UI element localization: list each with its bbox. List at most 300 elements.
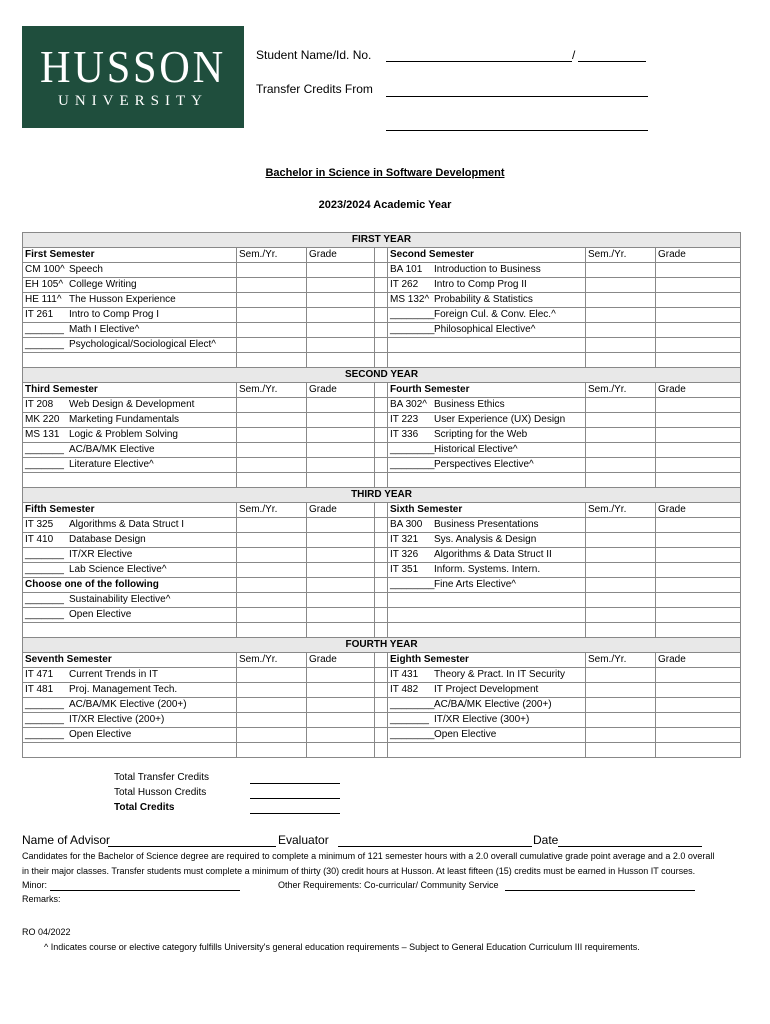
requirements-note-2: in their major classes. Transfer students must complete a minimum of thirty (30) credit hours at Husson. At least fifteen (15) credits must be earned in Husson IT courses. <box>22 866 696 876</box>
table-row <box>23 698 741 713</box>
total-husson-credits-field[interactable] <box>250 798 340 799</box>
semyr-input-cell[interactable] <box>237 518 307 533</box>
grade-input-cell[interactable] <box>307 443 375 458</box>
course-name: The Husson Experience <box>69 294 176 305</box>
table-row <box>23 263 741 278</box>
course-code: IT 223 <box>390 414 419 425</box>
course-name: Literature Elective^ <box>69 459 154 470</box>
course-code: IT 325 <box>25 519 54 530</box>
semyr-input-cell[interactable] <box>586 398 656 413</box>
semyr-header: Sem./Yr. <box>237 383 307 398</box>
semyr-input-cell[interactable] <box>237 308 307 323</box>
grade-header: Grade <box>307 653 375 668</box>
semester-header-row <box>23 503 741 518</box>
course-name: Marketing Fundamentals <box>69 414 180 425</box>
course-code: MS 132^ <box>390 294 430 305</box>
semyr-input-cell[interactable] <box>586 443 656 458</box>
table-row <box>23 458 741 473</box>
course-cell <box>388 698 586 713</box>
course-cell <box>23 278 237 293</box>
semyr-input-cell[interactable] <box>586 578 656 593</box>
semyr-input-cell[interactable] <box>237 278 307 293</box>
course-name: Probability & Statistics <box>434 294 533 305</box>
course-cell <box>23 413 237 428</box>
course-cell <box>388 428 586 443</box>
course-code: IT 482 <box>390 684 419 695</box>
table-row <box>23 443 741 458</box>
course-cell <box>388 293 586 308</box>
spacer-row <box>23 353 741 368</box>
course-name: IT/XR Elective <box>69 549 133 560</box>
course-code: _______ <box>25 444 64 455</box>
grade-input-cell[interactable] <box>656 323 741 338</box>
year-header-row <box>23 368 741 383</box>
course-code: _______ <box>25 699 64 710</box>
year-label: FOURTH YEAR <box>23 638 741 653</box>
grade-input-cell[interactable] <box>656 608 741 623</box>
semyr-input-cell[interactable] <box>237 698 307 713</box>
grade-input-cell[interactable] <box>307 578 375 593</box>
course-code: _______ <box>25 564 64 575</box>
grade-input-cell[interactable] <box>307 323 375 338</box>
revision-code: RO 04/2022 <box>22 927 71 937</box>
course-name: Inform. Systems. Intern. <box>434 564 541 575</box>
course-code: IT 261 <box>25 309 54 320</box>
course-name: Intro to Comp Prog I <box>69 309 160 320</box>
course-code: ________ <box>390 729 435 740</box>
semyr-header: Sem./Yr. <box>237 653 307 668</box>
grade-input-cell[interactable] <box>656 293 741 308</box>
course-cell <box>23 323 237 338</box>
grade-input-cell[interactable] <box>307 608 375 623</box>
total-transfer-credits-label: Total Transfer Credits <box>114 772 210 783</box>
table-row <box>23 593 741 608</box>
semester-header-row <box>23 383 741 398</box>
course-name: Logic & Problem Solving <box>69 429 178 440</box>
grade-input-cell[interactable] <box>656 593 741 608</box>
semyr-input-cell[interactable] <box>586 458 656 473</box>
course-code: BA 101 <box>390 264 423 275</box>
course-name: AC/BA/MK Elective (200+) <box>434 699 552 710</box>
course-cell <box>23 728 237 743</box>
course-code: _______ <box>390 714 429 725</box>
grade-input-cell[interactable] <box>307 533 375 548</box>
course-cell <box>23 308 237 323</box>
grade-input-cell[interactable] <box>307 413 375 428</box>
table-row <box>23 578 741 593</box>
course-name: IT Project Development <box>434 684 539 695</box>
grade-input-cell[interactable] <box>656 458 741 473</box>
semester-header-row <box>23 248 741 263</box>
course-code: _______ <box>25 339 64 350</box>
grade-input-cell[interactable] <box>656 683 741 698</box>
grade-input-cell[interactable] <box>656 668 741 683</box>
grade-input-cell[interactable] <box>656 308 741 323</box>
course-cell <box>388 593 586 608</box>
course-code: IT 431 <box>390 669 419 680</box>
semyr-input-cell[interactable] <box>237 338 307 353</box>
semyr-input-cell[interactable] <box>237 668 307 683</box>
course-cell <box>388 608 586 623</box>
grade-input-cell[interactable] <box>307 668 375 683</box>
semyr-input-cell[interactable] <box>237 398 307 413</box>
course-name: College Writing <box>69 279 137 290</box>
advisor-field[interactable] <box>108 846 276 847</box>
year-header-row <box>23 488 741 503</box>
course-cell <box>388 458 586 473</box>
grade-input-cell[interactable] <box>307 293 375 308</box>
course-cell <box>388 323 586 338</box>
course-name: Philosophical Elective^ <box>434 324 536 335</box>
semyr-input-cell[interactable] <box>586 533 656 548</box>
course-cell <box>23 683 237 698</box>
course-cell <box>388 683 586 698</box>
course-cell <box>388 263 586 278</box>
course-cell <box>388 413 586 428</box>
grade-input-cell[interactable] <box>656 428 741 443</box>
course-plan-table <box>22 232 741 758</box>
table-row <box>23 683 741 698</box>
grade-input-cell[interactable] <box>307 683 375 698</box>
table-row <box>23 308 741 323</box>
grade-input-cell[interactable] <box>307 278 375 293</box>
course-name: Sys. Analysis & Design <box>434 534 537 545</box>
semyr-input-cell[interactable] <box>237 428 307 443</box>
semyr-input-cell[interactable] <box>237 443 307 458</box>
semyr-input-cell[interactable] <box>237 293 307 308</box>
total-credits-field[interactable] <box>250 813 340 814</box>
course-code: ________ <box>390 699 435 710</box>
table-row <box>23 278 741 293</box>
course-code: IT 321 <box>390 534 419 545</box>
course-code: _______ <box>25 459 64 470</box>
grade-input-cell[interactable] <box>307 728 375 743</box>
semyr-input-cell[interactable] <box>586 263 656 278</box>
semyr-input-cell[interactable] <box>586 413 656 428</box>
semyr-header: Sem./Yr. <box>237 503 307 518</box>
academic-year-title: 2023/2024 Academic Year <box>318 199 452 211</box>
semester-title: Fifth Semester <box>23 503 237 518</box>
table-row <box>23 323 741 338</box>
course-code: IT 336 <box>390 429 419 440</box>
course-name: Database Design <box>69 534 146 545</box>
course-name: Sustainability Elective^ <box>69 594 171 605</box>
evaluator-field[interactable] <box>338 846 532 847</box>
semyr-input-cell[interactable] <box>586 293 656 308</box>
course-code: _______ <box>25 594 64 605</box>
course-cell <box>23 563 237 578</box>
course-cell <box>388 533 586 548</box>
course-code: ________ <box>390 309 435 320</box>
course-name: Theory & Pract. In IT Security <box>434 669 565 680</box>
semester-title: First Semester <box>23 248 237 263</box>
grade-input-cell[interactable] <box>656 548 741 563</box>
semester-header-row <box>23 653 741 668</box>
course-code: HE 111^ <box>25 294 62 305</box>
course-name: IT/XR Elective (200+) <box>69 714 165 725</box>
course-cell <box>23 518 237 533</box>
course-name: Business Ethics <box>434 399 505 410</box>
grade-input-cell[interactable] <box>656 578 741 593</box>
other-requirements-field[interactable] <box>505 890 695 891</box>
grade-input-cell[interactable] <box>307 593 375 608</box>
course-code: _______ <box>25 549 64 560</box>
grade-header: Grade <box>656 383 741 398</box>
year-label: SECOND YEAR <box>23 368 741 383</box>
semyr-input-cell[interactable] <box>237 593 307 608</box>
course-name: Lab Science Elective^ <box>69 564 167 575</box>
spacer-row <box>23 473 741 488</box>
minor-field[interactable] <box>50 890 240 891</box>
grade-header: Grade <box>656 248 741 263</box>
semyr-input-cell[interactable] <box>586 278 656 293</box>
course-cell <box>388 668 586 683</box>
total-transfer-credits-field[interactable] <box>250 783 340 784</box>
semester-title: Fourth Semester <box>388 383 586 398</box>
grade-input-cell[interactable] <box>307 398 375 413</box>
course-code: _______ <box>25 609 64 620</box>
grade-input-cell[interactable] <box>656 533 741 548</box>
semyr-input-cell[interactable] <box>237 263 307 278</box>
course-code: IT 481 <box>25 684 54 695</box>
course-code: IT 471 <box>25 669 54 680</box>
grade-input-cell[interactable] <box>656 278 741 293</box>
semyr-input-cell[interactable] <box>237 533 307 548</box>
course-cell <box>23 263 237 278</box>
grade-input-cell[interactable] <box>656 443 741 458</box>
logo-university-text: UNIVERSITY <box>58 93 208 109</box>
grade-header: Grade <box>656 503 741 518</box>
course-name: Foreign Cul. & Conv. Elec.^ <box>434 309 556 320</box>
course-name: Speech <box>69 264 103 275</box>
semyr-input-cell[interactable] <box>586 548 656 563</box>
gen-ed-footnote: ^ Indicates course or elective category fulfills University's general education requirements – Subject to General Education Curriculum III requirements. <box>44 942 640 952</box>
table-row <box>23 518 741 533</box>
grade-header: Grade <box>307 503 375 518</box>
table-row <box>23 398 741 413</box>
semyr-input-cell[interactable] <box>237 728 307 743</box>
course-cell <box>23 548 237 563</box>
course-cell <box>23 698 237 713</box>
course-code: ________ <box>390 459 435 470</box>
course-name: Business Presentations <box>434 519 539 530</box>
course-name: Fine Arts Elective^ <box>434 579 516 590</box>
course-name: AC/BA/MK Elective <box>69 444 155 455</box>
semyr-input-cell[interactable] <box>586 593 656 608</box>
course-code: ________ <box>390 579 435 590</box>
grade-header: Grade <box>656 653 741 668</box>
grade-input-cell[interactable] <box>307 428 375 443</box>
grade-input-cell[interactable] <box>656 413 741 428</box>
year-header-row <box>23 233 741 248</box>
semyr-input-cell[interactable] <box>237 608 307 623</box>
semyr-input-cell[interactable] <box>586 728 656 743</box>
grade-input-cell[interactable] <box>307 338 375 353</box>
course-name: Open Elective <box>434 729 497 740</box>
course-code: CM 100^ <box>25 264 65 275</box>
date-label: Date <box>533 833 559 847</box>
grade-input-cell[interactable] <box>307 518 375 533</box>
table-row <box>23 533 741 548</box>
semyr-input-cell[interactable] <box>586 308 656 323</box>
year-header-row <box>23 638 741 653</box>
date-field[interactable] <box>558 846 702 847</box>
minor-label: Minor: <box>22 880 48 890</box>
transfer-credits-label: Transfer Credits From <box>256 82 373 96</box>
course-name: Proj. Management Tech. <box>69 684 178 695</box>
course-cell <box>388 278 586 293</box>
table-row <box>23 548 741 563</box>
semyr-input-cell[interactable] <box>586 713 656 728</box>
course-code: MK 220 <box>25 414 60 425</box>
total-husson-credits-label: Total Husson Credits <box>114 787 207 798</box>
grade-input-cell[interactable] <box>656 338 741 353</box>
semyr-input-cell[interactable] <box>586 563 656 578</box>
logo-husson-text: HUSSON <box>40 41 226 92</box>
semyr-header: Sem./Yr. <box>586 383 656 398</box>
course-cell <box>388 548 586 563</box>
grade-input-cell[interactable] <box>656 518 741 533</box>
husson-logo <box>22 26 244 128</box>
course-cell <box>23 608 237 623</box>
grade-input-cell[interactable] <box>307 458 375 473</box>
requirements-note-1: Candidates for the Bachelor of Science degree are required to complete a minimum of 121 semester hours with a 2.0 overall cumulative grade point average and a 2.0 overall <box>22 851 715 861</box>
grade-header: Grade <box>307 383 375 398</box>
grade-input-cell[interactable] <box>307 548 375 563</box>
course-cell <box>388 308 586 323</box>
course-name: Intro to Comp Prog II <box>434 279 527 290</box>
course-cell <box>23 293 237 308</box>
semester-title: Second Semester <box>388 248 586 263</box>
semyr-input-cell[interactable] <box>586 338 656 353</box>
course-name: Math I Elective^ <box>69 324 140 335</box>
remarks-label: Remarks: <box>22 894 61 904</box>
course-name: AC/BA/MK Elective (200+) <box>69 699 187 710</box>
semyr-input-cell[interactable] <box>586 668 656 683</box>
semester-title: Eighth Semester <box>388 653 586 668</box>
course-cell <box>388 713 586 728</box>
grade-input-cell[interactable] <box>307 563 375 578</box>
course-name: Algorithms & Data Struct II <box>434 549 552 560</box>
course-cell <box>23 338 237 353</box>
course-name: Open Elective <box>69 609 132 620</box>
course-name: Open Elective <box>69 729 132 740</box>
course-cell <box>388 518 586 533</box>
course-cell <box>23 713 237 728</box>
course-name: Current Trends in IT <box>69 669 158 680</box>
student-id-field[interactable] <box>578 61 646 62</box>
course-cell <box>388 578 586 593</box>
semyr-input-cell[interactable] <box>237 548 307 563</box>
course-code: BA 300 <box>390 519 423 530</box>
student-name-label: Student Name/Id. No. <box>256 48 372 62</box>
semyr-input-cell[interactable] <box>586 518 656 533</box>
semyr-input-cell[interactable] <box>237 413 307 428</box>
semyr-input-cell[interactable] <box>586 698 656 713</box>
grade-header: Grade <box>307 248 375 263</box>
student-name-field[interactable] <box>386 61 572 62</box>
course-cell <box>23 578 237 593</box>
course-cell <box>23 533 237 548</box>
course-name: Algorithms & Data Struct I <box>69 519 185 530</box>
table-row <box>23 608 741 623</box>
grade-input-cell[interactable] <box>656 263 741 278</box>
grade-input-cell[interactable] <box>656 398 741 413</box>
course-name: User Experience (UX) Design <box>434 414 566 425</box>
evaluator-label: Evaluator <box>278 833 329 847</box>
semyr-input-cell[interactable] <box>237 713 307 728</box>
semyr-input-cell[interactable] <box>237 578 307 593</box>
semyr-header: Sem./Yr. <box>586 503 656 518</box>
grade-input-cell[interactable] <box>307 713 375 728</box>
semester-title: Seventh Semester <box>23 653 237 668</box>
course-name: Introduction to Business <box>434 264 541 275</box>
course-name: Psychological/Sociological Elect^ <box>69 339 216 350</box>
course-code: IT 326 <box>390 549 419 560</box>
table-row <box>23 563 741 578</box>
course-cell <box>23 398 237 413</box>
semyr-input-cell[interactable] <box>237 458 307 473</box>
course-cell <box>23 668 237 683</box>
course-cell <box>23 593 237 608</box>
semyr-input-cell[interactable] <box>237 323 307 338</box>
semyr-input-cell[interactable] <box>586 428 656 443</box>
other-requirements-label: Other Requirements: Co-curricular/ Community Service <box>278 880 499 890</box>
semyr-input-cell[interactable] <box>237 563 307 578</box>
year-label: THIRD YEAR <box>23 488 741 503</box>
semyr-header: Sem./Yr. <box>237 248 307 263</box>
grade-input-cell[interactable] <box>656 713 741 728</box>
semyr-input-cell[interactable] <box>586 608 656 623</box>
year-label: FIRST YEAR <box>23 233 741 248</box>
course-cell <box>388 443 586 458</box>
semyr-header: Sem./Yr. <box>586 248 656 263</box>
course-cell <box>23 428 237 443</box>
semester-title: Sixth Semester <box>388 503 586 518</box>
course-code: EH 105^ <box>25 279 64 290</box>
semyr-input-cell[interactable] <box>586 323 656 338</box>
table-row <box>23 668 741 683</box>
grade-input-cell[interactable] <box>656 698 741 713</box>
semyr-input-cell[interactable] <box>237 683 307 698</box>
course-code: BA 302^ <box>390 399 427 410</box>
course-code: IT 351 <box>390 564 419 575</box>
course-cell <box>388 338 586 353</box>
course-code: _______ <box>25 714 64 725</box>
semyr-input-cell[interactable] <box>586 683 656 698</box>
semester-title: Third Semester <box>23 383 237 398</box>
spacer-row <box>23 743 741 758</box>
course-cell <box>388 563 586 578</box>
grade-input-cell[interactable] <box>656 563 741 578</box>
course-name: Web Design & Development <box>69 399 195 410</box>
table-row <box>23 728 741 743</box>
course-name: IT/XR Elective (300+) <box>434 714 530 725</box>
grade-input-cell[interactable] <box>656 728 741 743</box>
semyr-header: Sem./Yr. <box>586 653 656 668</box>
grade-input-cell[interactable] <box>307 698 375 713</box>
course-cell <box>388 728 586 743</box>
grade-input-cell[interactable] <box>307 308 375 323</box>
transfer-credits-field-2[interactable] <box>386 130 648 131</box>
course-code: IT 262 <box>390 279 419 290</box>
transfer-credits-field[interactable] <box>386 96 648 97</box>
course-cell <box>388 398 586 413</box>
grade-input-cell[interactable] <box>307 263 375 278</box>
total-credits-label: Total Credits <box>114 802 175 813</box>
course-code: _______ <box>25 324 64 335</box>
course-name: Scripting for the Web <box>434 429 528 440</box>
